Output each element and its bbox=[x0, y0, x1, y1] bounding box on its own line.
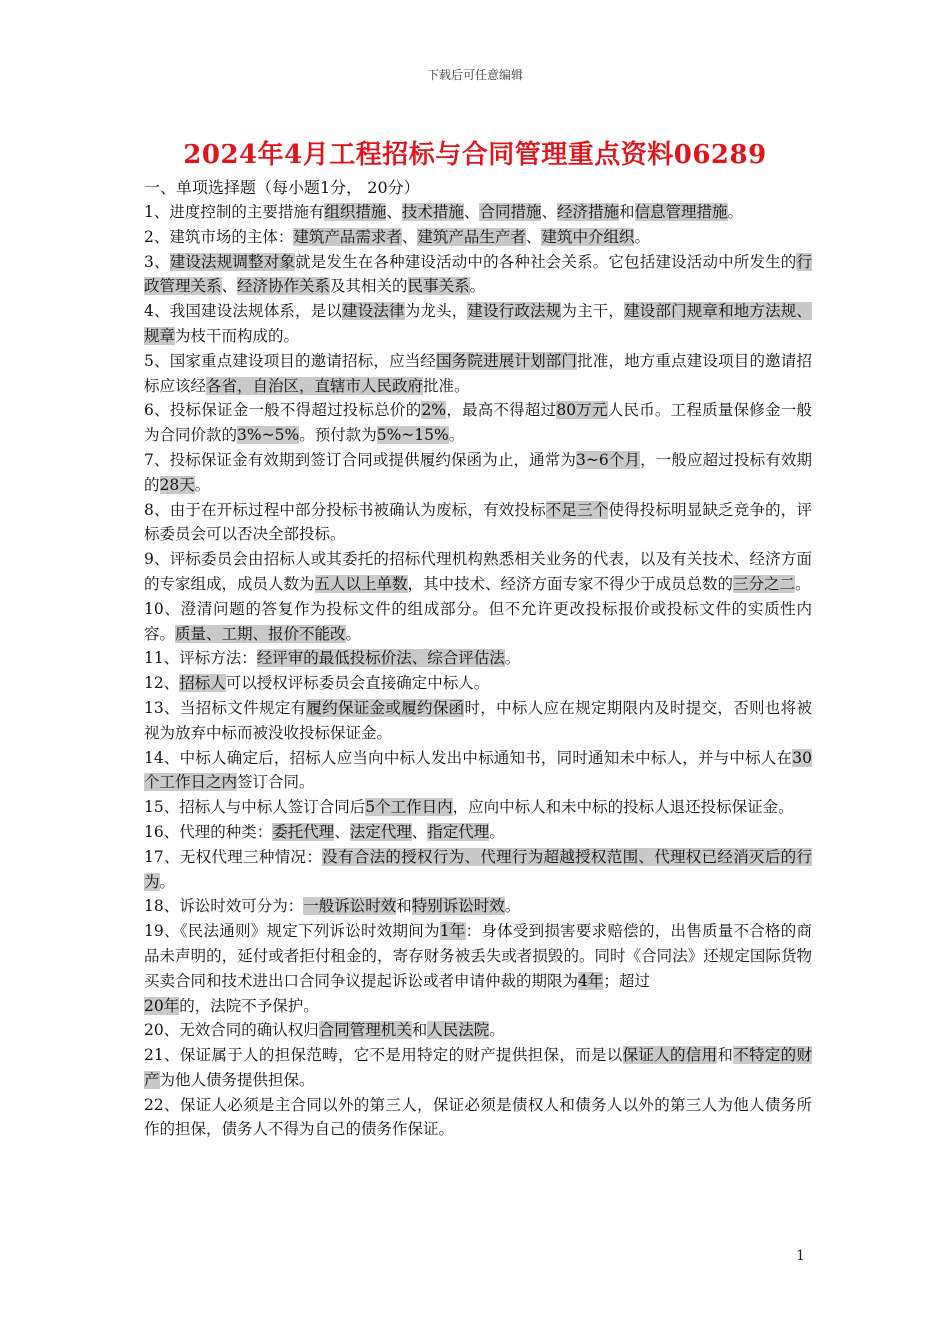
item-text: 13、当招标文件规定有 bbox=[144, 698, 307, 717]
item-text: 就是发生在各种建设活动中的各种社会关系。它包括建设活动中所发生的 bbox=[295, 252, 797, 271]
item-text: 14、中标人确定后，招标人应当向中标人发出中标通知书，同时通知未中标人，并与中标人在 bbox=[144, 748, 793, 767]
item-text: 时，中标人应在规定期限内及时提交，否则也将被视为放弃中标而被没收投标保证金。 bbox=[144, 698, 812, 742]
list-item bbox=[144, 299, 812, 349]
document-body bbox=[144, 176, 812, 1142]
item-text: 22、保证人必须是主合同以外的第三人，保证必须是债权人和债务人以外的第三人为他人债务所作的担保，债务人不得为自己的债务作保证。 bbox=[144, 1095, 812, 1139]
highlighted-text: 民事关系 bbox=[407, 277, 470, 296]
list-item bbox=[144, 646, 812, 671]
item-text: 1、进度控制的主要措施有 bbox=[144, 203, 325, 221]
list-item bbox=[144, 349, 812, 399]
item-text: 、 bbox=[541, 203, 557, 221]
item-text: 、 bbox=[525, 227, 542, 246]
item-text: 。 bbox=[345, 624, 362, 643]
highlighted-text: 行政管理关系 bbox=[144, 252, 812, 296]
highlighted-text: 30个工作日之内 bbox=[144, 748, 812, 792]
highlighted-text: 履约保证金或履约保函 bbox=[306, 698, 465, 717]
item-text: 。 bbox=[634, 227, 650, 246]
list-item bbox=[144, 671, 812, 696]
item-text: 使得投标明显缺乏竞争的，评标委员会可以否决全部投标。 bbox=[144, 500, 812, 544]
highlighted-text: 4年 bbox=[578, 971, 604, 990]
item-text: 20、无效合同的确认权归 bbox=[144, 1021, 319, 1040]
item-text: 4、我国建设法规体系，是以 bbox=[144, 302, 343, 321]
highlighted-text: 不特定的财产 bbox=[144, 1046, 812, 1089]
highlighted-text: 建筑中介组织 bbox=[541, 227, 635, 246]
highlighted-text: 组织措施 bbox=[324, 203, 387, 221]
item-text: 为龙头， bbox=[404, 302, 468, 321]
list-item bbox=[144, 845, 812, 895]
item-text: 、 bbox=[463, 203, 480, 221]
highlighted-text: 合同措施 bbox=[479, 203, 542, 221]
highlighted-text: 经济协作关系 bbox=[237, 277, 331, 296]
item-text: ，其中技术、经济方面专家不得少于成员总数的 bbox=[407, 574, 734, 593]
item-text: 。 bbox=[448, 426, 465, 445]
highlighted-text: 建筑产品生产者 bbox=[417, 227, 526, 246]
item-text: 。 bbox=[159, 872, 176, 891]
highlighted-text: 招标人 bbox=[179, 674, 226, 693]
highlighted-text: 20年 bbox=[144, 996, 180, 1015]
item-text: 10、澄清问题的答复作为投标文件的组成部分。但不允许更改投标报价或投标文件的实质性内容。 bbox=[144, 599, 812, 643]
item-text: 8、由于在开标过程中部分投标书被确认为废标，有效投标 bbox=[144, 500, 546, 519]
item-text: 。 bbox=[727, 203, 744, 221]
list-item bbox=[144, 448, 812, 498]
highlighted-text: 合同管理机关 bbox=[318, 1021, 412, 1040]
item-text: 为他人债务提供担保。 bbox=[159, 1070, 315, 1089]
highlighted-text: 各省，自治区，直辖市人民政府 bbox=[206, 376, 424, 395]
item-text: ；超过 bbox=[603, 971, 650, 990]
list-item bbox=[144, 1093, 812, 1143]
item-text: 。 bbox=[469, 277, 486, 296]
item-text: ，应向中标人和未中标的投标人退还投标保证金。 bbox=[452, 798, 794, 817]
list-item bbox=[144, 225, 812, 250]
highlighted-text: 5个工作日内 bbox=[365, 798, 453, 817]
highlighted-text: 委托代理 bbox=[272, 822, 335, 841]
item-text: ，一般应超过投标有效期的 bbox=[144, 450, 812, 494]
highlighted-text: 建设行政法规 bbox=[467, 302, 562, 321]
item-text: 签订合同。 bbox=[237, 773, 315, 792]
item-text: 、 bbox=[221, 277, 238, 296]
item-text: 11、评标方法： bbox=[144, 649, 257, 668]
item-text: 。 bbox=[194, 475, 211, 494]
list-item bbox=[144, 820, 812, 845]
highlighted-text: 2% bbox=[421, 401, 447, 420]
item-text: 。 bbox=[489, 822, 505, 841]
highlighted-text: 建设法规调整对象 bbox=[169, 252, 296, 271]
list-item bbox=[144, 696, 812, 746]
list-item bbox=[144, 894, 812, 919]
item-text: 和 bbox=[618, 203, 635, 221]
item-text: 17、无权代理三种情况： bbox=[144, 847, 323, 866]
highlighted-text: 建设部门规章和地方法规、规章 bbox=[144, 302, 812, 345]
list-item bbox=[144, 200, 812, 225]
item-text: 7、投标保证金有效期到签订合同或提供履约保函为止，通常为 bbox=[144, 450, 577, 469]
item-text: 。预付款为 bbox=[299, 426, 377, 445]
page-header: 下载后可任意编辑 bbox=[426, 68, 523, 82]
item-text: 。 bbox=[489, 1021, 505, 1040]
item-text: 18、诉讼时效可分为： bbox=[144, 897, 304, 916]
item-text: 人民币。工程质量保修金一般为合同价款的 bbox=[144, 401, 812, 445]
list-item bbox=[144, 498, 812, 548]
item-text: 21、保证属于人的担保范畴，它不是用特定的财产提供担保，而是以 bbox=[144, 1046, 623, 1065]
item-text: 9、评标委员会由招标人或其委托的招标代理机构熟悉相关业务的代表，以及有关技术、经济方面的专家组成，成员人数为 bbox=[144, 550, 812, 593]
highlighted-text: 3%~5% bbox=[237, 426, 300, 445]
highlighted-text: 指定代理 bbox=[427, 822, 490, 841]
highlighted-text: 质量、工期、报价不能改 bbox=[175, 624, 346, 643]
item-text: 和 bbox=[717, 1046, 734, 1065]
highlighted-text: 经评审的最低投标价法、综合评估法 bbox=[256, 649, 505, 668]
list-item bbox=[144, 746, 812, 796]
highlighted-text: 28天 bbox=[159, 475, 195, 494]
item-text: 。 bbox=[504, 897, 521, 916]
highlighted-text: 1年 bbox=[439, 922, 466, 941]
list-item bbox=[144, 795, 812, 820]
highlighted-text: 法定代理 bbox=[349, 822, 412, 841]
item-text: 批准。 bbox=[423, 376, 470, 395]
item-text: 16、代理的种类： bbox=[144, 822, 273, 841]
highlighted-text: 没有合法的授权行为、代理行为超越授权范围、代理权已经消灭后的行为 bbox=[144, 847, 812, 891]
item-text: ：身体受到损害要求赔偿的，出售质量不合格的商品未声明的，延付或者拒付租金的，寄存财务被丢失或者损毁的。同时《合同法》还规定国际货物买卖合同和技术进出口合同争议提起诉讼或者申请仲裁的期限为 bbox=[144, 922, 812, 990]
item-text: ，最高不得超过 bbox=[446, 401, 557, 420]
list-item bbox=[144, 1018, 812, 1043]
item-text: 。 bbox=[504, 649, 521, 668]
highlighted-text: 不足三个 bbox=[545, 500, 609, 519]
page-number: 1 bbox=[796, 1248, 805, 1264]
item-text: 及其相关的 bbox=[330, 277, 408, 296]
item-text: 和 bbox=[411, 1021, 428, 1040]
item-text: 。 bbox=[795, 574, 811, 593]
list-item bbox=[144, 398, 812, 448]
highlighted-text: 保证人的信用 bbox=[622, 1046, 718, 1065]
highlighted-text: 特别诉讼时效 bbox=[411, 897, 505, 916]
question-list bbox=[144, 200, 812, 1142]
item-text: 的，法院不予保护。 bbox=[179, 996, 319, 1015]
item-text: 和 bbox=[396, 897, 412, 916]
item-text: 为主干， bbox=[561, 302, 625, 321]
highlighted-text: 三分之二 bbox=[733, 574, 796, 593]
list-item bbox=[144, 250, 812, 300]
highlighted-text: 5%~15% bbox=[376, 426, 449, 445]
highlighted-text: 建设法律 bbox=[342, 302, 405, 321]
section-heading: 一、单项选择题（每小题1分， 20分） bbox=[144, 178, 420, 197]
item-text: 、 bbox=[401, 227, 418, 246]
highlighted-text: 建筑产品需求者 bbox=[293, 227, 402, 246]
highlighted-text: 五人以上单数 bbox=[314, 574, 408, 593]
item-text: 15、招标人与中标人签订合同后 bbox=[144, 798, 366, 817]
item-text: 6、投标保证金一般不得超过投标总价的 bbox=[144, 401, 422, 420]
list-item bbox=[144, 597, 812, 647]
document-title: 2024年4月工程招标与合同管理重点资料06289 bbox=[183, 140, 767, 170]
highlighted-text: 技术措施 bbox=[401, 203, 464, 221]
item-text: 为枝干而构成的。 bbox=[175, 326, 300, 345]
item-text: 、 bbox=[334, 822, 350, 841]
item-text: 19、《民法通则》规定下列诉讼时效期间为 bbox=[144, 922, 440, 941]
highlighted-text: 一般诉讼时效 bbox=[303, 897, 397, 916]
item-text: 、 bbox=[411, 822, 428, 841]
list-item bbox=[144, 919, 812, 1018]
list-item bbox=[144, 1043, 812, 1093]
highlighted-text: 人民法院 bbox=[427, 1021, 490, 1040]
highlighted-text: 3~6个月 bbox=[576, 450, 641, 469]
item-text: 批准，地方重点建设项目的邀请招标应该经 bbox=[144, 351, 812, 395]
highlighted-text: 经济措施 bbox=[556, 203, 619, 221]
highlighted-text: 国务院进展计划部门 bbox=[436, 351, 578, 370]
item-text: 、 bbox=[386, 203, 402, 221]
item-text: 3、 bbox=[144, 252, 170, 271]
item-text: 2、建筑市场的主体： bbox=[144, 227, 294, 246]
highlighted-text: 信息管理措施 bbox=[634, 203, 728, 221]
list-item bbox=[144, 547, 812, 597]
highlighted-text: 80万元 bbox=[556, 401, 608, 420]
item-text: 5、国家重点建设项目的邀请招标，应当经 bbox=[144, 351, 437, 370]
item-text: 12、 bbox=[144, 674, 180, 693]
item-text: 可以授权评标委员会直接确定中标人。 bbox=[225, 674, 490, 693]
